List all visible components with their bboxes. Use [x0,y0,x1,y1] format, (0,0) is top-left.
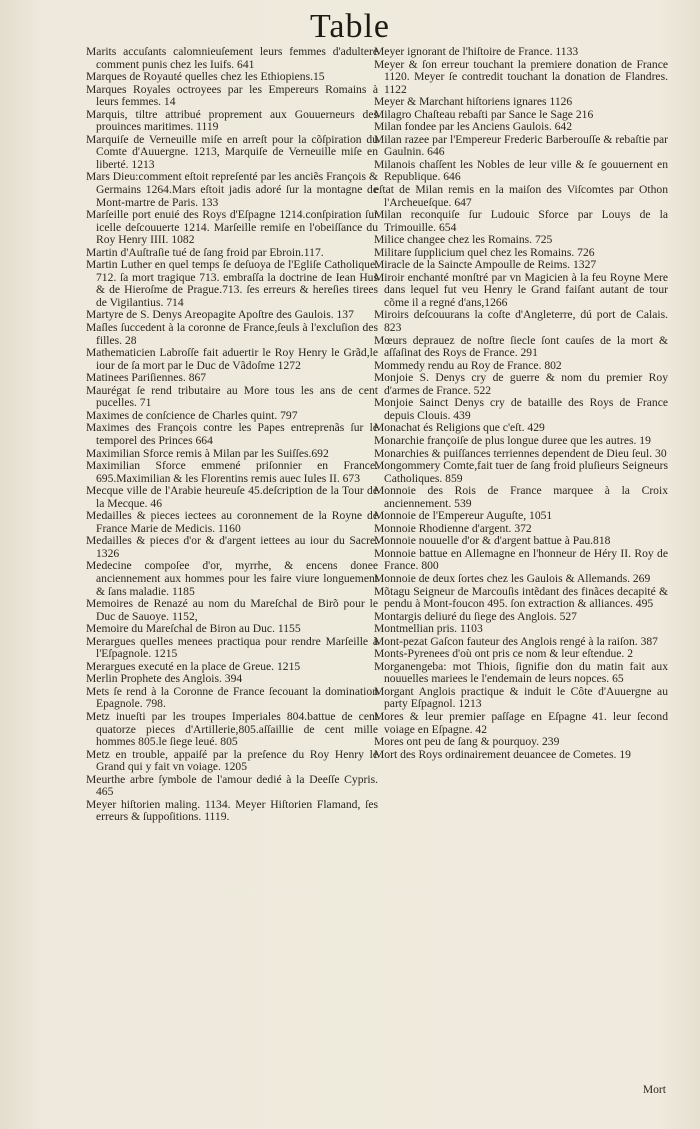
page-title: Table [309,8,391,45]
index-entry: Mommedy rendu au Roy de France. 802 [374,358,562,372]
catchword: Mort [642,1083,666,1096]
index-entry: Milan razee par l'Empereur Frederic Barberouſſe & rebaſtie par Gaulnin. 646 [374,132,668,159]
index-entry: Martyre de S. Denys Areopagite Apoſtre des Gaulois. 137 [86,308,354,322]
index-entry: Maximilian Sforce remis à Milan par les Suiſſes.692 [86,446,329,460]
index-entry: Milan fondee par les Anciens Gaulois. 642 [374,120,573,134]
index-entry: Miroirs deſcouurans la coſte d'Angleterre, dú port de Calais. 823 [374,308,668,335]
index-entry: Militare ſupplicium quel chez les Romains. 726 [374,245,595,259]
index-entry: Marits accuſants calomnieuſement leurs femmes d'adultere comment punis chez les Iuifs. 641 [86,45,378,71]
index-entry: Morganengeba: mot Thiois, ſignifie don du matin fait aux nouuelles mariees le l'endemain de leurs nopces. 65 [374,659,668,686]
index-entry: Meyer & Marchant hiſtoriens ignares 1126 [374,95,573,109]
index-entry: Medecine compoſee d'or, myrrhe, & encens donee anciennement aux hommes pour les faire viure longuement & ſans maladie. 1185 [86,559,378,598]
index-entry: Monnoie de deux ſortes chez les Gaulois & Allemands. 269 [374,571,651,585]
index-entry: Monnoie battue en Allemagne en l'honneur de Héry II. Roy de France. 800 [374,546,668,573]
index-entry: Martin d'Auſtraſie tué de ſang froid par Ebroin.117. [86,245,324,259]
index-entry: Merargues executé en la place de Greue. 1215 [86,659,301,673]
index-column-right [374,46,668,761]
index-entry: Mœurs deprauez de noſtre ſiecle ſont cauſes de la mort & aſſaſinat des Roys de France. 291 [374,333,668,360]
index-entry: Meyer ignorant de l'hiſtoire de France. 1133 [374,45,579,58]
index-entry: Maurégat ſe rend tributaire au More tous les ans de cent pucelles. 71 [86,383,378,410]
index-entry: Matinees Pariſiennes. 867 [86,371,207,385]
index-entry: Marquiſe de Verneuille miſe en arreſt pour la cõſpiration du Comte d'Auuergne. 1213, Marquiſe de Verneuille miſe en liberté. 1213 [86,132,378,171]
index-entry: Medailles & pieces iectees au coronnement de la Royne de France Marie de Medicis. 1160 [86,509,378,535]
index-entry: Mongommery Comte,fait tuer de ſang froid pluſieurs Seigneurs Catholiques. 859 [374,459,668,485]
index-entry: Medailles & pieces d'or & d'argent iettees au iour du Sacre. 1326 [86,534,378,560]
index-entry: Martin Luther en quel temps ſe deſuoya de l'Egliſe Catholique. 712. ſa mort tragique 713. embraſſa la doctrine de Iean Hus & de Hieroſme de Prague.713. ſes erreurs & hereſies tirees de Vigilantius. 714 [86,258,378,309]
index-entry: Monarchie françoiſe de plus longue duree que les autres. 19 [374,433,651,447]
index-entry: Mecque ville de l'Arabie heureuſe 45.deſcription de la Tour de la Mecque. 46 [86,484,378,510]
index-entry: Meyer & ſon erreur touchant la premiere donation de France 1120. Meyer ſe contredit touchant la donation de Flandres. 1122 [374,57,668,96]
index-entry: Memoire du Mareſchal de Biron au Duc. 1155 [86,622,301,636]
index-entry: Memoires de Renazé au nom du Mareſchal de Birõ pour le Duc de Sauoye. 1152, [86,597,378,623]
index-entry: Metz inueſti par les troupes Imperiales 804.battue de cent quatorze pieces d'Artillerie,805.aſſaillie de cent mille hommes 805.le ſiege leué. 805 [86,709,378,749]
index-entry: Marquis, tiltre attribué proprement aux Gouuerneurs des prouinces maritimes. 1119 [86,107,378,134]
index-entry: Monjoie S. Denys cry de guerre & nom du premier Roy d'armes de France. 522 [374,371,668,397]
index-entry: Maximilian Sforce emmené priſonnier en France. 695.Maximilian & les Florentins remis auec Iules II. 673 [86,459,378,485]
index-entry: eſtat de Milan remis en la maiſon des Viſcomtes par Othon l'Archeueſque. 647 [374,183,668,209]
index-entry: Monjoie Sainct Denys cry de bataille des Roys de France depuis Clouis. 439 [374,396,668,422]
index-entry: Milanois chaſſent les Nobles de leur ville & ſe gouuernent en Republique. 646 [374,157,668,184]
index-entry: Montmellian pris. 1103 [374,622,483,636]
index-entry: Montargis deliuré du ſiege des Anglois. 527 [374,609,577,623]
index-entry: Meurthe arbre ſymbole de l'amour dedié à la Deeſſe Cypris. 465 [86,772,378,799]
index-entry: Maximes des François contre les Papes entreprenãs ſur le temporel des Princes 664 [86,421,378,447]
index-entry: Marques Royales octroyees par les Empereurs Romains à leurs femmes. 14 [86,82,378,109]
index-entry: Mont-pezat Gaſcon fauteur des Anglois rengé à la raiſon. 387 [374,634,658,648]
index-entry: Marſeille port enuié des Roys d'Eſpagne 1214.conſpiration ſur icelle deſcouuerte 1214. Marſeille remiſe en l'obeiſſance du Roy Henry IIII. 1082 [86,208,378,247]
index-entry: Monnoie Rhodienne d'argent. 372 [374,521,532,535]
index-entry: Morgant Anglois practique & induit le Côte d'Auuergne au party Eſpagnol. 1213 [374,684,668,711]
index-entry: Maſles ſuccedent à la coronne de France,ſeuls à l'excluſion des filles. 28 [86,321,378,347]
index-entry: Mort des Roys ordinairement deuancee de Cometes. 19 [374,747,631,761]
index-entry: Mores ont peu de ſang & pourquoy. 239 [374,735,560,749]
index-entry: Milan reconquiſe ſur Ludouic Sforce par Louys de la Trimouille. 654 [374,208,668,234]
index-entry: Merargues quelles menees practiqua pour rendre Marſeille à l'Eſpagnole. 1215 [86,634,378,661]
index-entry: Miracle de la Saincte Ampoulle de Reims. 1327 [374,258,597,272]
index-entry: Maximes de conſcience de Charles quint. 797 [86,408,298,422]
index-entry: Mores & leur premier paſſage en Eſpagne 41. leur ſecond voiage en Eſpagne. 42 [374,709,668,736]
index-entry: Mathematicien Labroſſe fait aduertir le Roy Henry le Grãd,le iour de ſa mort par le Duc de Vãdoſme 1272 [86,346,378,372]
index-column-left [86,46,378,824]
index-entry: Monarchies & puiſſances terriennes dependent de Dieu ſeul. 30 [374,446,667,460]
index-entry: Monnoie des Rois de France marquee à la Croix anciennement. 539 [374,484,668,510]
index-entry: Milagro Chaſteau rebaſti par Sance le Sage 216 [374,107,594,121]
index-entry: Monts-Pyrenees d'où ont pris ce nom & leur eſtendue. 2 [374,647,634,661]
index-entry: Monnoie nouuelle d'or & d'argent battue à Pau.818 [374,534,611,548]
index-entry: Milice changee chez les Romains. 725 [374,233,553,247]
column-divider [370,50,371,1080]
index-entry: Miroir enchanté monſtré par vn Magicien à la feu Royne Mere dans lequel fut veu Henry le Grand faiſant autant de tour cõme il a regné d'ans,1266 [374,270,668,309]
index-entry: Mets ſe rend à la Coronne de France ſecouant la domination Epagnole. 798. [86,684,378,711]
index-entry: Mars Dieu:comment eſtoit repreſenté par les anciẽs François & Germains 1264.Mars eſtoit jadis adoré ſur la montagne de Mont-martre de Paris. 133 [86,170,378,209]
index-entry: Meyer hiſtorien maling. 1134. Meyer Hiſtorien Flamand, ſes erreurs & ſuppoſitions. 1119. [86,797,378,824]
index-entry: Marques de Royauté quelles chez les Ethiopiens.15 [86,70,325,84]
index-entry: Monachat és Religions que c'eſt. 429 [374,421,545,435]
index-entry: Metz en trouble, appaiſé par la preſence du Roy Henry le Grand qui y fait vn voiage. 1205 [86,747,378,774]
index-entry: Merlin Prophete des Anglois. 394 [86,672,243,686]
index-entry: Mõtagu Seigneur de Marcouſis intẽdant des finãces decapité & pendu à Mont-foucon 495. ſon extraction & alliances. 495 [374,584,668,611]
index-entry: Monnoie de l'Empereur Auguſte, 1051 [374,509,553,523]
